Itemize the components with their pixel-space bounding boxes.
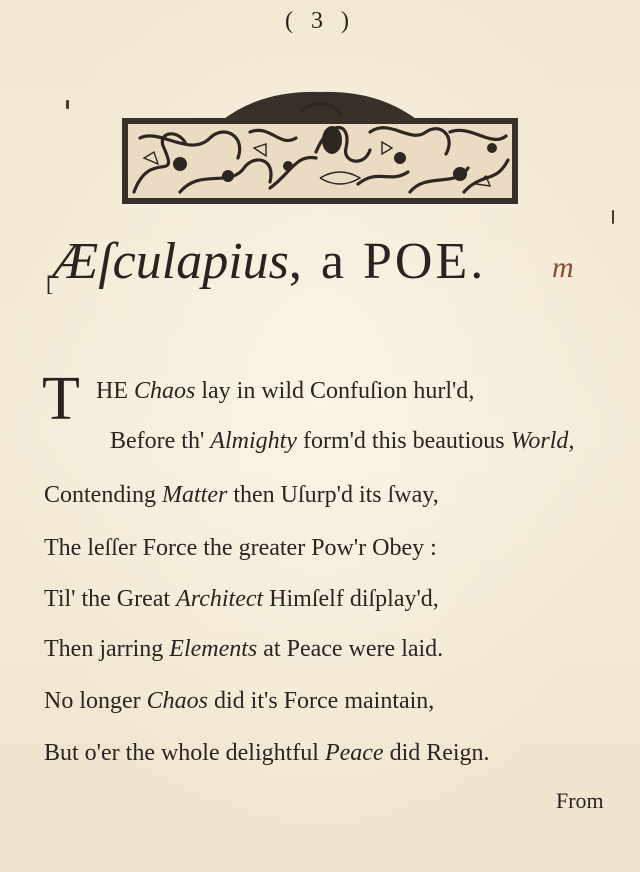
line-text: The leſſer Force the greater Pow'r Obey : — [44, 535, 437, 561]
line-text: form'd this beautious — [296, 428, 511, 454]
line-text: did Reign. — [383, 740, 490, 766]
poem-line — [44, 535, 437, 562]
poem-line — [96, 378, 474, 405]
italic-word: Architect — [176, 586, 264, 612]
title-bracket: [ — [46, 271, 54, 296]
line-text: Before th' — [110, 428, 211, 454]
line-text: at Peace were laid. — [257, 636, 444, 662]
line-text: But o'er the whole delightful — [44, 740, 325, 766]
italic-word: Almighty — [210, 428, 297, 454]
poem-line — [44, 688, 434, 715]
page-number: ( 3 ) — [285, 8, 355, 34]
drop-cap: T — [42, 365, 80, 433]
italic-word: Chaos — [146, 688, 209, 714]
headpiece-ornament — [120, 88, 520, 206]
line-text: Til' the Great — [44, 586, 177, 612]
handwritten-mark: m — [552, 251, 574, 284]
italic-word: Elements — [169, 636, 258, 662]
line-text: did it's Force maintain, — [208, 688, 435, 714]
italic-word: World, — [510, 428, 575, 454]
italic-word: Chaos — [134, 378, 196, 404]
poem-line — [44, 586, 439, 613]
italic-word: Matter — [162, 482, 228, 508]
line-text: Contending — [44, 482, 162, 508]
line-text: HE — [96, 378, 134, 404]
poem-line — [44, 636, 443, 663]
line-text: No longer — [44, 688, 147, 714]
poem-line — [44, 482, 439, 509]
poem-title — [46, 232, 612, 296]
line-text: Himſelf diſplay'd, — [263, 586, 439, 612]
ink-speck — [66, 100, 69, 109]
line-text: lay in wild Confuſion hurl'd, — [195, 378, 475, 404]
title-name: Æſculapius — [52, 233, 289, 290]
line-text: then Uſurp'd its ſway, — [227, 482, 439, 508]
poem-line — [110, 428, 574, 455]
line-text: Then jarring — [44, 636, 170, 662]
title-rest: , a POE. — [288, 233, 487, 290]
catchword: From — [556, 788, 604, 813]
italic-word: Peace — [324, 740, 384, 766]
poem-line — [44, 740, 490, 767]
ink-speck — [612, 210, 614, 224]
